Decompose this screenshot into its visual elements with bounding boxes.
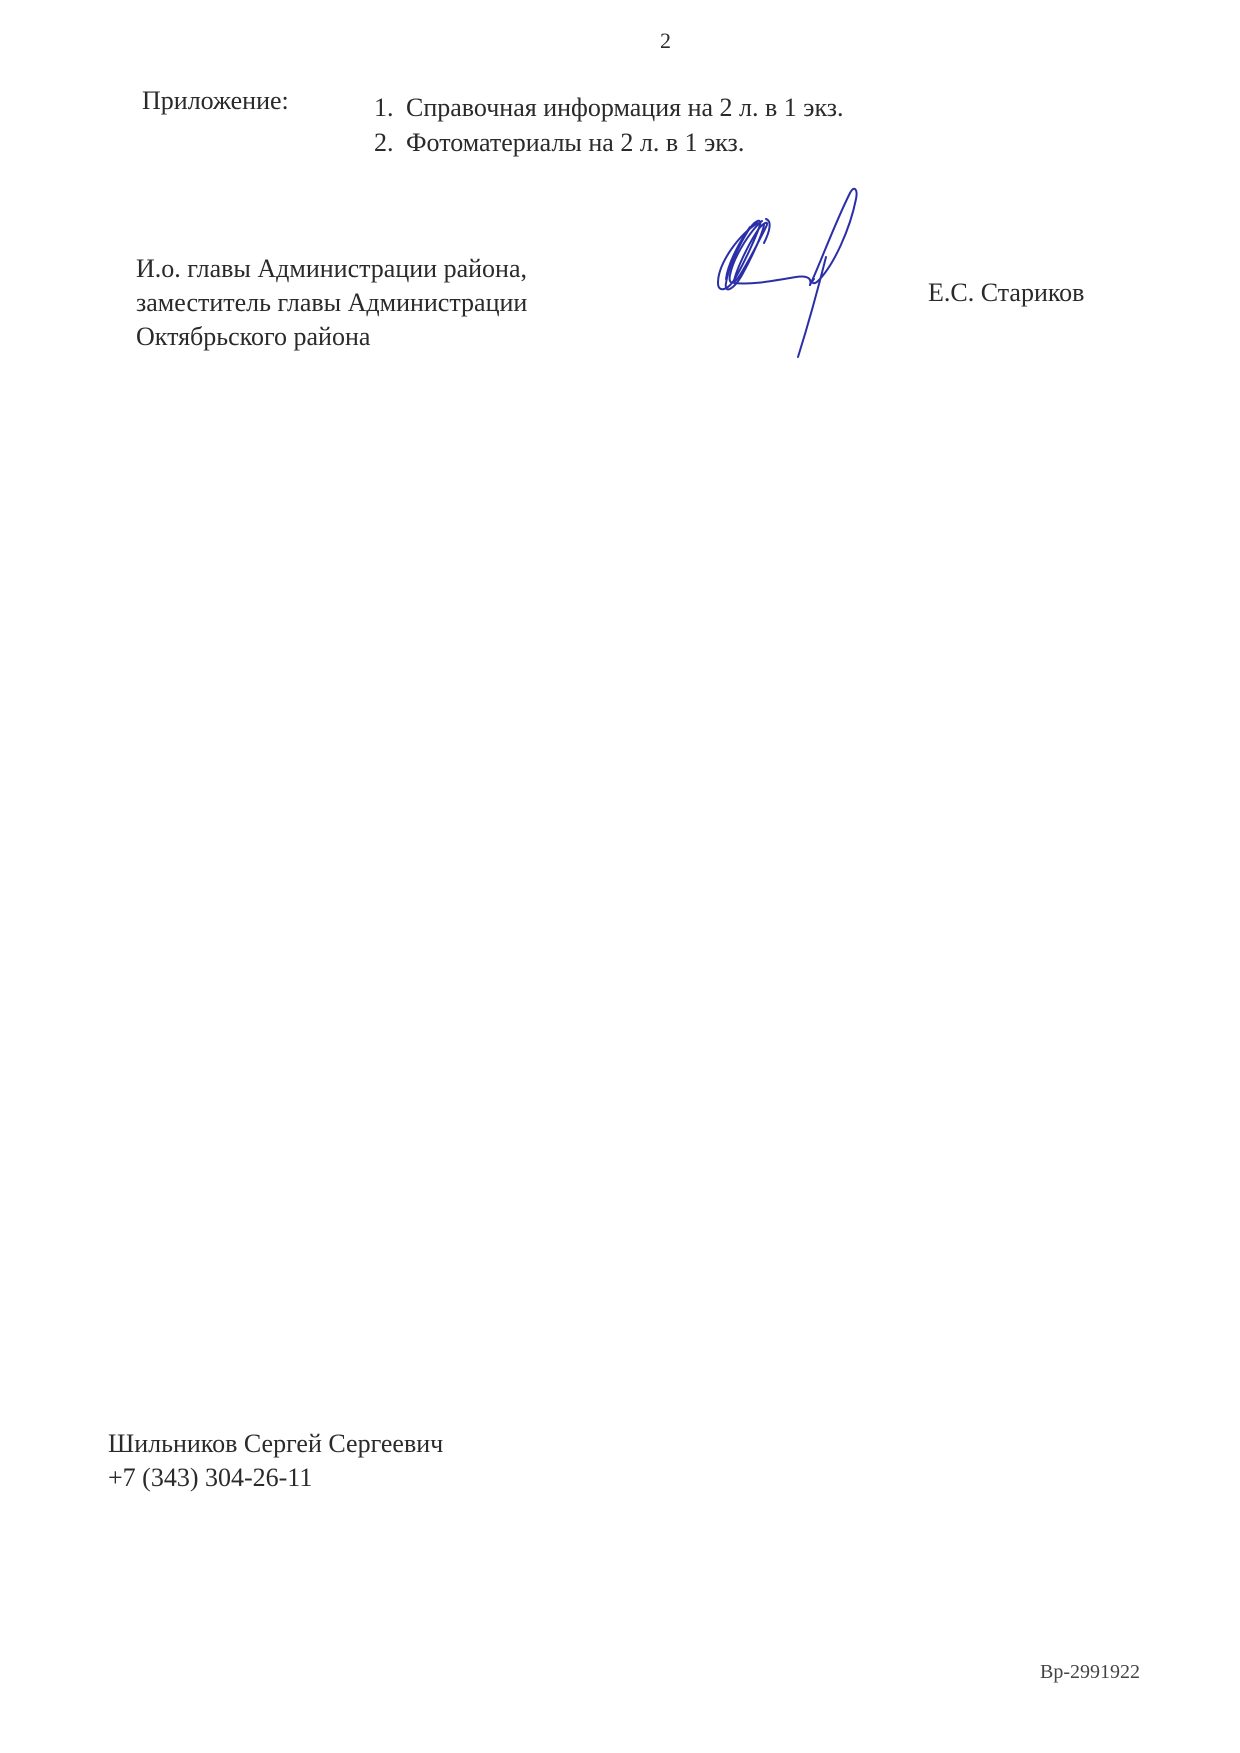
attachment-number: 1. xyxy=(374,93,394,122)
signer-name: Е.С. Стариков xyxy=(928,278,1085,307)
page-number: 2 xyxy=(660,28,671,53)
attachments-list xyxy=(374,90,844,160)
executor-phone: +7 (343) 304-26-11 xyxy=(108,1463,313,1492)
handwritten-signature xyxy=(700,185,910,385)
signer-position-line: И.о. главы Администрации района, xyxy=(136,254,527,283)
signer-position-line: заместитель главы Администрации xyxy=(136,288,528,317)
attachment-item xyxy=(374,90,844,125)
signer-position xyxy=(136,252,656,354)
attachment-number: 2. xyxy=(374,128,394,157)
executor-block xyxy=(108,1427,443,1495)
attachment-text: Фотоматериалы на 2 л. в 1 экз. xyxy=(406,128,745,157)
executor-name: Шильников Сергей Сергеевич xyxy=(108,1429,444,1458)
attachment-item xyxy=(374,125,844,160)
signer-position-line: Октябрьского района xyxy=(136,322,371,351)
attachment-text: Справочная информация на 2 л. в 1 экз. xyxy=(406,93,844,122)
attachments-label: Приложение: xyxy=(142,86,289,115)
document-code: Вр-2991922 xyxy=(1040,1661,1140,1683)
